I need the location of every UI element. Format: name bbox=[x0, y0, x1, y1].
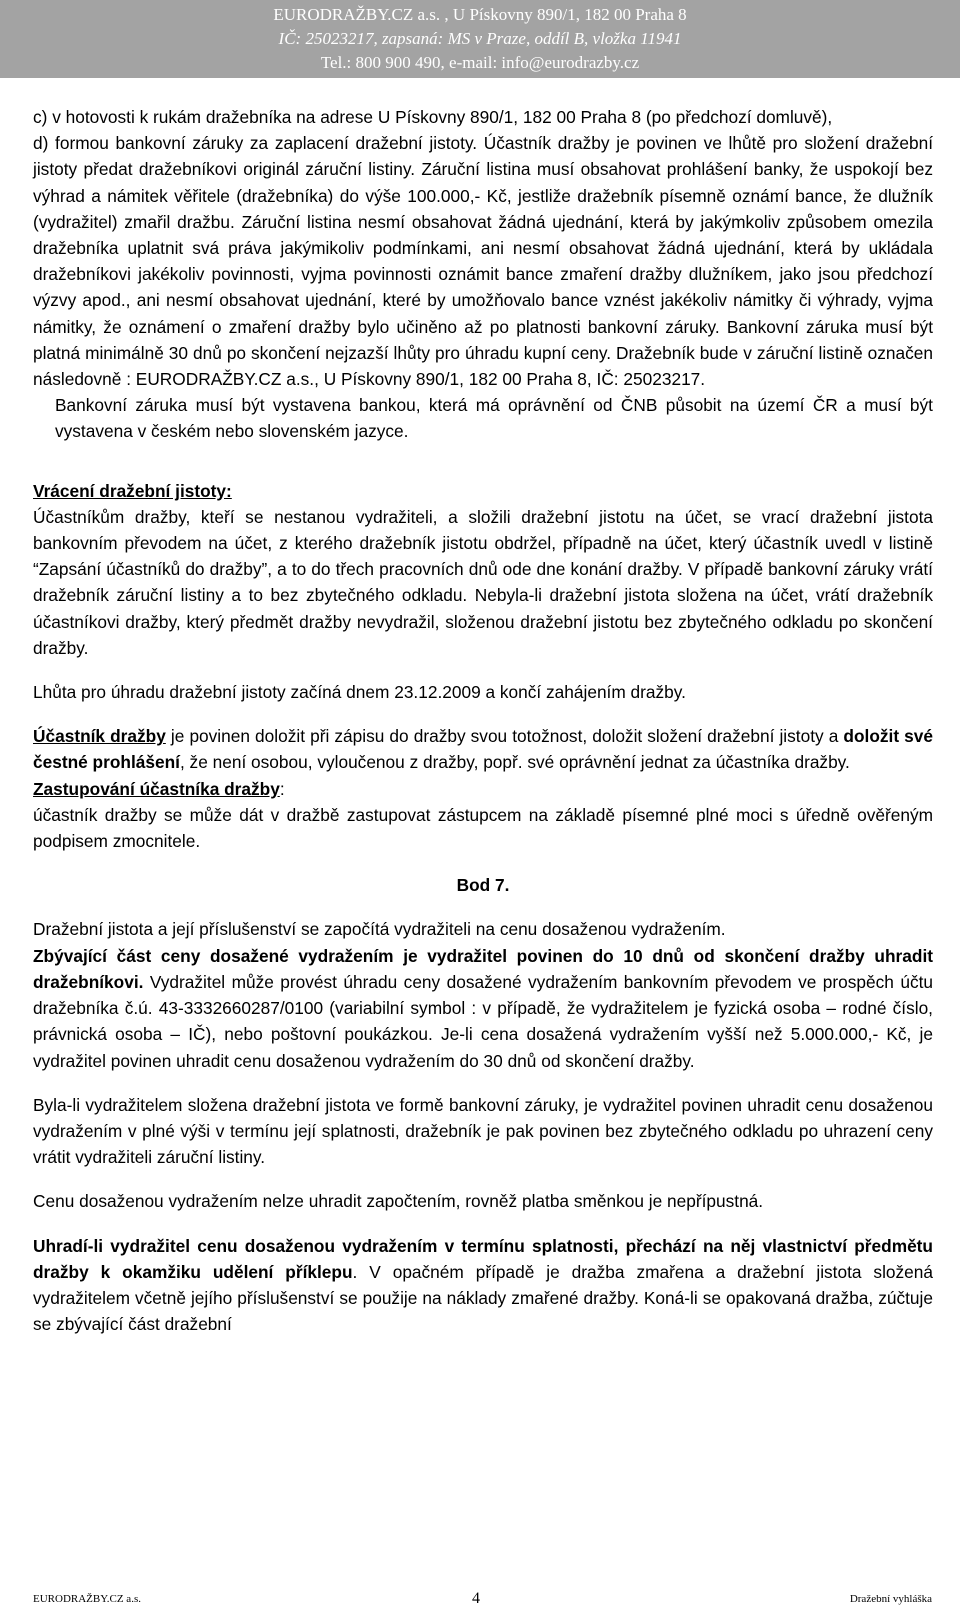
refund-heading: Vrácení dražební jistoty: bbox=[33, 480, 232, 501]
footer-document-title: Dražební vyhláška bbox=[849, 1593, 932, 1605]
page-footer bbox=[0, 1590, 960, 1609]
page-number: 4 bbox=[472, 1590, 480, 1607]
section-7-paragraph-2: Zbývající část ceny dosažené vydražením je vydražitel povinen do 10 dnů od skončení dražby uhradit dražebníkovi. Vydražitel může provést úhradu ceny dosažené vydražením bankovním převodem ve prospěch účtu dražebníka č.ú. 43-3332660287/0100 (variabilní symbol : v případě, že vydražitelem je fyzická osoba – rodné číslo, právnická osoba – IČ), nebo poštovní poukázkou. Je-li cena dosažená vydražením vyšší než 5.000.000,- Kč, je vydražitel povinen uhradit cenu dosaženou vydražením do 30 dnů od skončení dražby. bbox=[33, 945, 933, 1071]
letterhead-contact-line: Tel.: 800 900 490, e-mail: info@eurodrazby.cz bbox=[320, 53, 640, 72]
bank-guarantee-payment-paragraph: Byla-li vydražitelem složena dražební jistota ve formě bankovní záruky, je vydražitel povinen uhradit cenu dosaženou vydražením v plné výši v termínu její splatnosti, dražebník je pak povinen bez zbytečného odkladu po uhrazení ceny vrátit vydražiteli záruční listiny. bbox=[33, 1094, 933, 1168]
payment-option-d: d) formou bankovní záruky za zaplacení dražební jistoty. Účastník dražby je povinen ve lhůtě pro složení dražební jistoty předat dražebníkovi originál záruční listiny. Záruční listina musí obsahovat prohlášení banky, že uspokojí bez výhrad a námitek věřitele (dražebníka) do výše 100.000,- Kč, jestliže dražebník písemně oznámí bance, že dlužník (vydražitel) zmařil dražbu. Záruční listina nesmí obsahovat žádná ujednání, která by jakýmkoliv způsobem omezila dražebníka uplatnit svá práva jakýmikoliv podmínkami, ani nesmí obsahovat žádná ujednání, která by ukládala dražebníkovi jakékoliv povinnosti, vyjma povinnosti oznámit bance zmaření dražby dlužníkem, jako jsou předchozí výzvy apod., ani nesmí obsahovat ujednání, které by umožňovalo bance vznést jakékoliv námitky či výhrady, vyjma námitky, že oznámení o zmaření dražby bylo učiněno až po platnosti bankovní záruky. Bankovní záruka musí být platná minimálně 30 dnů po skončení nejzazší lhůty pro úhradu kupní ceny. Dražebník bude v záruční listině označen následovně : EURODRAŽBY.CZ a.s., U Pískovny 890/1, 182 00 Praha 8, IČ: 25023217. bbox=[33, 133, 933, 390]
document-body bbox=[33, 104, 933, 1337]
deadline-paragraph: Lhůta pro úhradu dražební jistoty začíná dnem 23.12.2009 a končí zahájením dražby. bbox=[33, 682, 686, 703]
payment-option-c: c) v hotovosti k rukám dražebníka na adrese U Pískovny 890/1, 182 00 Praha 8 (po předchozí domluvě), bbox=[33, 107, 833, 127]
letterhead-registration-line: IČ: 25023217, zapsaná: MS v Praze, oddíl B, vložka 11941 bbox=[278, 29, 682, 48]
representation-paragraph: účastník dražby se může dát v dražbě zastupovat zástupcem na základě písemné plné moci s úředně ověřeným podpisem zmocnitele. bbox=[33, 804, 933, 852]
ownership-transfer-paragraph: Uhradí-li vydražitel cenu dosaženou vydražením v termínu splatnosti, přechází na něj vlastnictví předmětu dražby k okamžiku udělení příklepu. V opačném případě je dražba zmařena a dražební jistota složená vydražitelem včetně jejího příslušenství se použije na náklady zmařené dražby. Koná-li se opakovaná dražba, zúčtuje se zbývající část dražební bbox=[33, 1235, 933, 1335]
section-7-paragraph-1: Dražební jistota a její příslušenství se započítá vydražiteli na cenu dosaženou vydražením. bbox=[33, 919, 726, 940]
representation-heading: Zastupování účastníka dražby: bbox=[33, 778, 285, 799]
letterhead bbox=[0, 0, 960, 78]
no-offset-paragraph: Cenu dosaženou vydražením nelze uhradit započtením, rovněž platba směnkou je nepřípustná. bbox=[33, 1191, 764, 1212]
participant-paragraph: Účastník dražby je povinen doložit při zápisu do dražby svou totožnost, doložit složení dražební jistoty a doložit své čestné prohlášení, že není osobou, vyloučenou z dražby, popř. své oprávnění jednat za účastníka dražby. bbox=[33, 726, 933, 773]
refund-paragraph: Účastníkům dražby, kteří se nestanou vydražiteli, a složili dražební jistotu na účet, se vrací dražební jistota bankovním převodem na účet, z kterého dražebník jistotu obdržel, případně na účet, který účastník uvedl v listině “Zapsání účastníků do dražby”, a to do třech pracovních dnů ode dne konání dražby. V případě bankovní záruky vrátí dražebník záruční listiny a to bez zbytečného odkladu. Nebyla-li dražební jistota složena na účet, vrátí dražebník účastníkovi dražby, který předmět dražby nevydražil, složenou dražební jistotu bez zbytečného odkladu po skončení dražby. bbox=[33, 506, 933, 658]
section-heading-bod-7: Bod 7. bbox=[456, 875, 510, 896]
bank-guarantee-note: Bankovní záruka musí být vystavena bankou, která má oprávnění od ČNB působit na území ČR a musí být vystavena v českém nebo slovenském jazyce. bbox=[55, 395, 933, 442]
letterhead-company-line: EURODRAŽBY.CZ a.s. , U Pískovny 890/1, 182 00 Praha 8 bbox=[273, 5, 687, 24]
footer-company: EURODRAŽBY.CZ a.s. bbox=[33, 1593, 141, 1605]
